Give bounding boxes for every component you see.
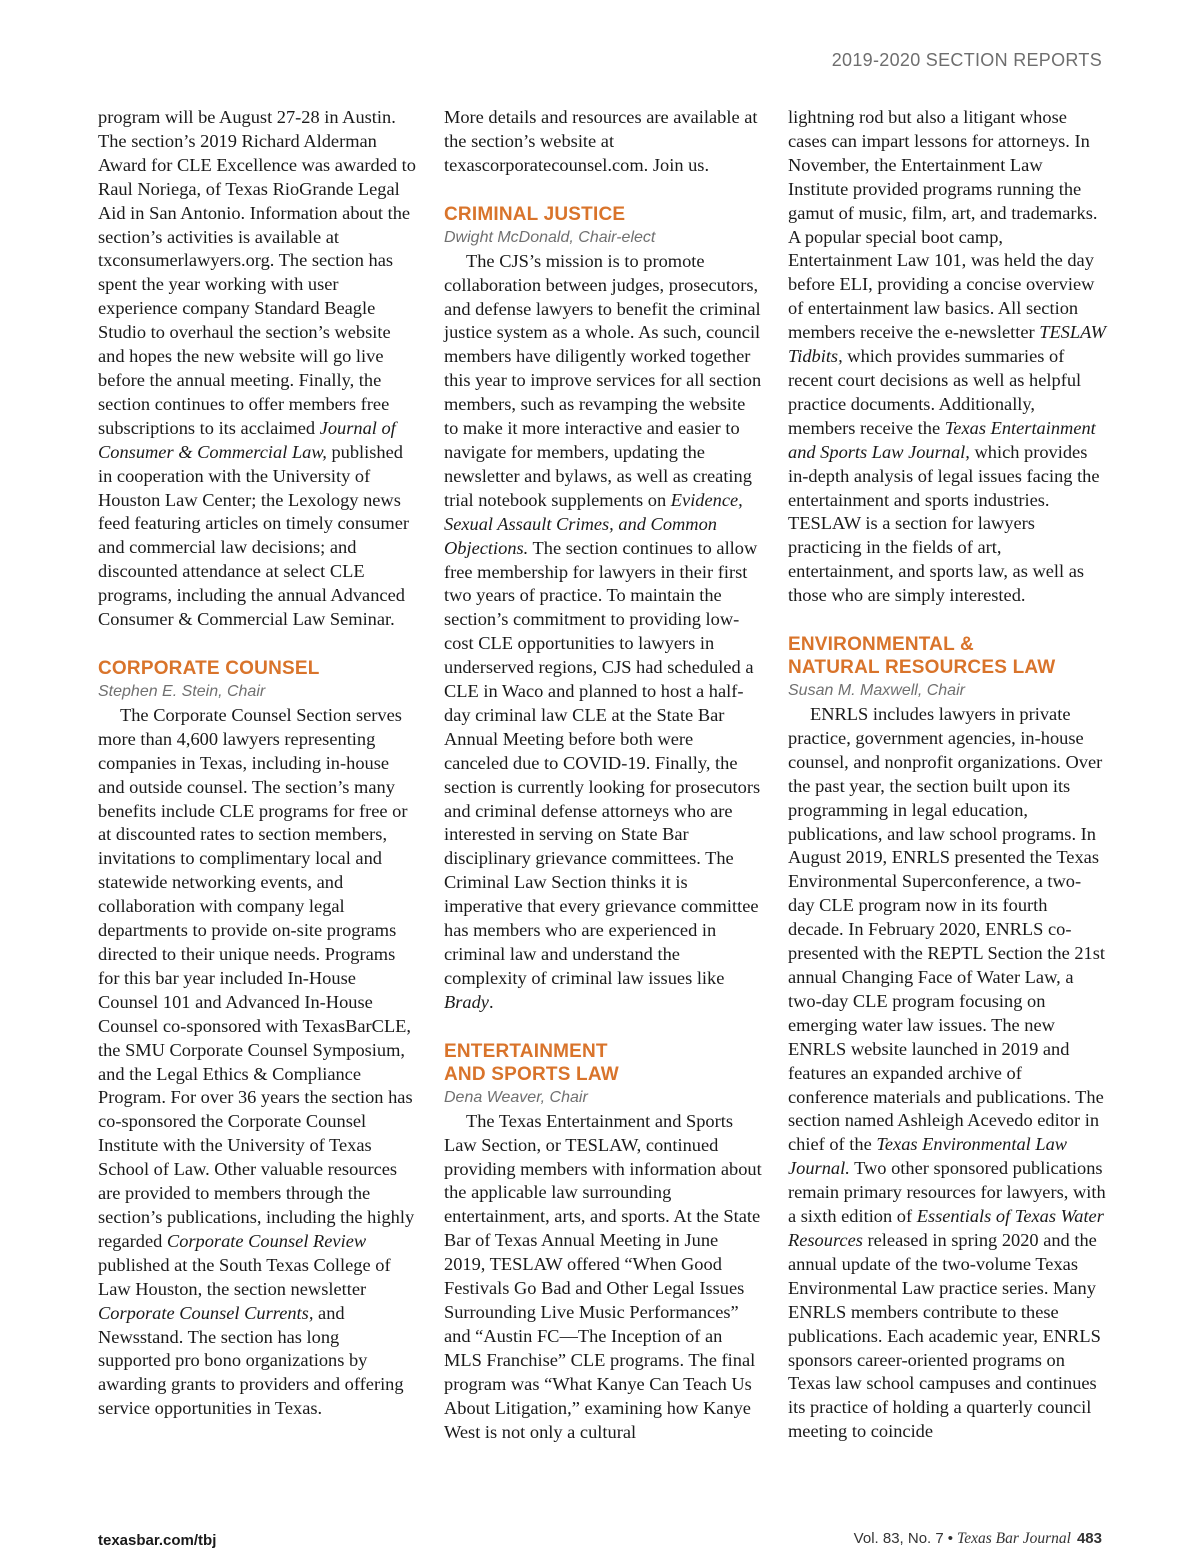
case-name: Brady [444,991,489,1012]
footer-bullet: • [947,1530,953,1547]
heading-line: ENVIRONMENTAL & [788,634,974,656]
publication-title: Texas Entertainment and Sports Law Journal, [788,417,1096,462]
page-number: 483 [1076,1530,1102,1547]
section-chair-environmental: Susan M. Maxwell, Chair [788,682,965,700]
publication-title: TESLAW Tidbits, [788,322,1106,367]
body-text: released in spring 2020 and the annual update of the two-volume Texas Environmental Law practice series. Many ENRLS members contribute to these publications. Each academic year, ENRLS sponsors career-oriented programs on Texas law school campuses and continues its practice of holding a quarterly council meeting to coincide [788,1229,1101,1442]
publication-title: Corporate Counsel Currents, [98,1302,314,1323]
heading-line: AND SPORTS LAW [444,1063,619,1085]
body-paragraph-entertainment-sports: The Texas Entertainment and Sports Law Section, or TESLAW, continued providing members with information about the applicable law surrounding entertainment, arts, and sports. At the State Bar of Texas Annual Meeting in June 2019, TESLAW offered “When Good Festivals Go Bad and Other Legal Issues Surrounding Live Music Performances” and “Austin FC—The Inception of an MLS Franchise” CLE programs. The final program was “What Kanye Can Teach Us About Litigation,” examining how Kanye West is not only a cultural [444,1110,762,1442]
body-paragraph-corporate-continued: More details and resources are available at the section’s website at texascorporatecounsel.com. Join us. [444,107,758,175]
body-paragraph-entertainment-continued [788,106,1106,608]
column-right [788,106,1106,1444]
section-chair-entertainment-sports: Dena Weaver, Chair [444,1088,588,1106]
section-heading-entertainment-sports [444,1040,762,1086]
footer-journal-title: Texas Bar Journal [957,1530,1071,1547]
section-chair-criminal-justice: Dwight McDonald, Chair-elect [444,228,656,246]
body-text: The section continues to allow free membership for lawyers in their first two years of practice. To maintain the section’s commitment to providing low-cost CLE opportunities to lawyers in underserved regions, CJS had scheduled a CLE in Waco and planned to host a half-day criminal law CLE at the State Bar Annual Meeting before both were canceled due to COVID-19. Finally, the section is currently looking for prosecutors and criminal defense attorneys who are interested in serving on State Bar disciplinary grievance committees. The Criminal Law Section thinks it is imperative that every grievance committee has members who are experienced in criminal law and understand the complexity of criminal law issues like [444,537,761,988]
body-text: ENRLS includes lawyers in private practice, government agencies, in-house counsel, and nonprofit organizations. Over the past year, the section built upon its programming in legal education, publications, and law school programs. In August 2019, ENRLS presented the Texas Environmental Superconference, a two-day CLE program now in its fourth decade. In February 2020, ENRLS co-presented with the REPTL Section the 21st annual Changing Face of Water Law, a two-day CLE program focusing on emerging water law issues. The new ENRLS website launched in 2019 and features an expanded archive of conference materials and publications. The section named Ashleigh Acevedo editor in chief of the [788,704,1106,1155]
body-text: which provides summaries of recent court decisions as well as helpful practice documents. Additionally, members receive the [788,346,1082,438]
body-paragraph-consumer-continued [98,106,416,632]
column-middle [444,106,762,1444]
footer-website-link[interactable]: texasbar.com/tbj [98,1532,217,1549]
body-text: program will be August 27-28 in Austin. The section’s 2019 Richard Alderman Award for CLE Excellence was awarded to Raul Noriega, of Texas RioGrande Legal Aid in San Antonio. Information about the section’s activities is available at txconsumerlawyers.org. The section has spent the year working with user experience company Standard Beagle Studio to overhaul the section’s website and hopes the new website will go live before the annual meeting. Finally, the section continues to offer members free subscriptions to its acclaimed [98,107,416,438]
running-head: 2019-2020 SECTION REPORTS [831,50,1102,70]
body-text: published at the South Texas College of Law Houston, the section newsletter [98,1254,391,1299]
heading-line: NATURAL RESOURCES LAW [788,657,1056,679]
body-text: The Corporate Counsel Section serves more than 4,600 lawyers representing companies in Texas, including in-house and outside counsel. The section’s many benefits include CLE programs for free or at discounted rates to section members, invitations to complimentary local and statewide networking events, and collaboration with company legal departments to provide on-site programs directed to their unique needs. Programs for this bar year included In-House Counsel 101 and Advanced In-House Counsel co-sponsored with TexasBarCLE, the SMU Corporate Counsel Symposium, and the Legal Ethics & Compliance Program. For over 36 years the section has co-sponsored the Corporate Counsel Institute with the University of Texas School of Law. Other valuable resources are provided to members through the section’s publications, including the highly regarded [98,704,415,1251]
footer-folio [854,1530,1102,1548]
column-left [98,106,416,1421]
section-heading-criminal-justice: CRIMINAL JUSTICE [444,203,626,225]
publication-title: Corporate Counsel Review [166,1230,367,1251]
body-paragraph-criminal-justice [444,250,762,1015]
body-text: The CJS’s mission is to promote collaboration between judges, prosecutors, and defense lawyers to benefit the criminal justice system as a whole. As such, council members have diligently worked together this year to improve services for all section members, such as revamping the website to make it more interactive and easier to navigate for members, updating the newsletter and bylaws, as well as creating trial notebook supplements on [444,250,762,510]
publication-title: Evidence, Sexual Assault Crimes, and Common Objections. [444,489,743,558]
heading-line: ENTERTAINMENT [444,1040,608,1062]
publication-title: Essentials of Texas Water Resources [788,1206,1104,1250]
section-heading-corporate-counsel: CORPORATE COUNSEL [98,657,320,679]
body-paragraph-corporate-counsel [98,704,416,1421]
body-text: Two other sponsored publications remain primary resources for lawyers, with a sixth edition of [788,1158,1106,1227]
body-text: which provides in-depth analysis of legal issues facing the entertainment and sports industries. TESLAW is a section for lawyers practicing in the fields of art, entertainment, and sports law, as well as those who are simply interested. [788,441,1100,606]
publication-title: Journal of Consumer & Commercial Law, [98,417,396,462]
footer-volume: Vol. 83, No. 7 [853,1530,944,1547]
body-text: and Newsstand. The section has long supported pro bono organizations by awarding grants to providers and offering service opportunities in Texas. [98,1302,404,1419]
section-heading-environmental [788,633,1106,679]
body-paragraph-environmental [788,703,1106,1444]
body-text: published in cooperation with the University of Houston Law Center; the Lexology news feed featuring articles on timely consumer and commercial law decisions; and discounted attendance at select CLE programs, including the annual Advanced Consumer & Commercial Law Seminar. [98,441,409,630]
body-text: . [488,991,494,1012]
publication-title: Texas Environmental Law Journal. [788,1134,1068,1179]
body-text: lightning rod but also a litigant whose cases can impart lessons for attorneys. In November, the Entertainment Law Institute provided programs running the gamut of music, film, art, and trademarks. A popular special boot camp, Entertainment Law 101, was held the day before ELI, providing a concise overview of entertainment law basics. All section members receive the e-newsletter [788,107,1098,343]
section-chair-corporate-counsel: Stephen E. Stein, Chair [98,682,266,700]
